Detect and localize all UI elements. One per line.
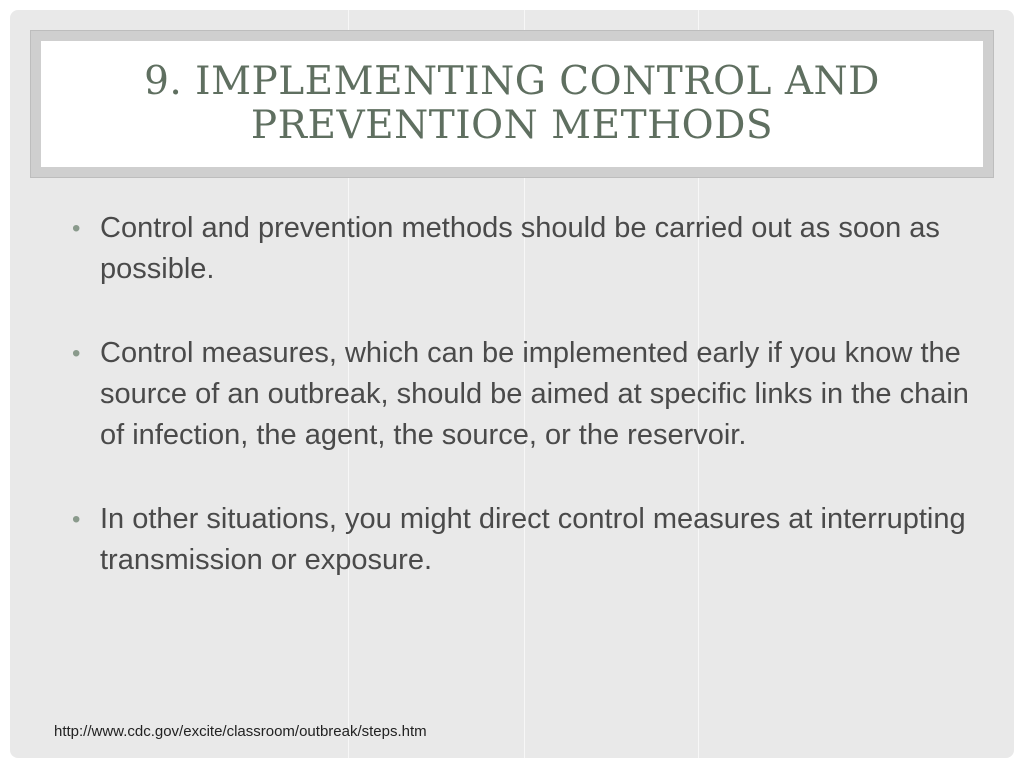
bullet-dot-icon: •: [72, 506, 81, 533]
bullet-text: Control and prevention methods should be carried out as soon as possible.: [100, 212, 940, 285]
source-link[interactable]: http://www.cdc.gov/excite/classroom/outbreak/steps.htm: [54, 723, 427, 740]
bullet-list: [72, 208, 972, 624]
title-frame: [30, 30, 994, 178]
slide: [10, 10, 1014, 758]
slide-title-line-2: PREVENTION METHODS: [250, 103, 774, 148]
bullet-dot-icon: •: [72, 340, 81, 367]
bullet-dot-icon: •: [72, 215, 81, 242]
bullet-text: Control measures, which can be implemented early if you know the source of an outbreak, should be aimed at specific links in the chain of infection, the agent, the source, or the reservoir.: [100, 337, 969, 451]
bullet-item: [72, 333, 972, 456]
bullet-text: In other situations, you might direct control measures at interrupting transmission or exposure.: [100, 503, 966, 576]
bullet-item: [72, 208, 972, 290]
bullet-item: [72, 499, 972, 581]
title-box: [41, 41, 983, 167]
slide-title-line-1: 9. IMPLEMENTING CONTROL AND: [144, 59, 880, 104]
